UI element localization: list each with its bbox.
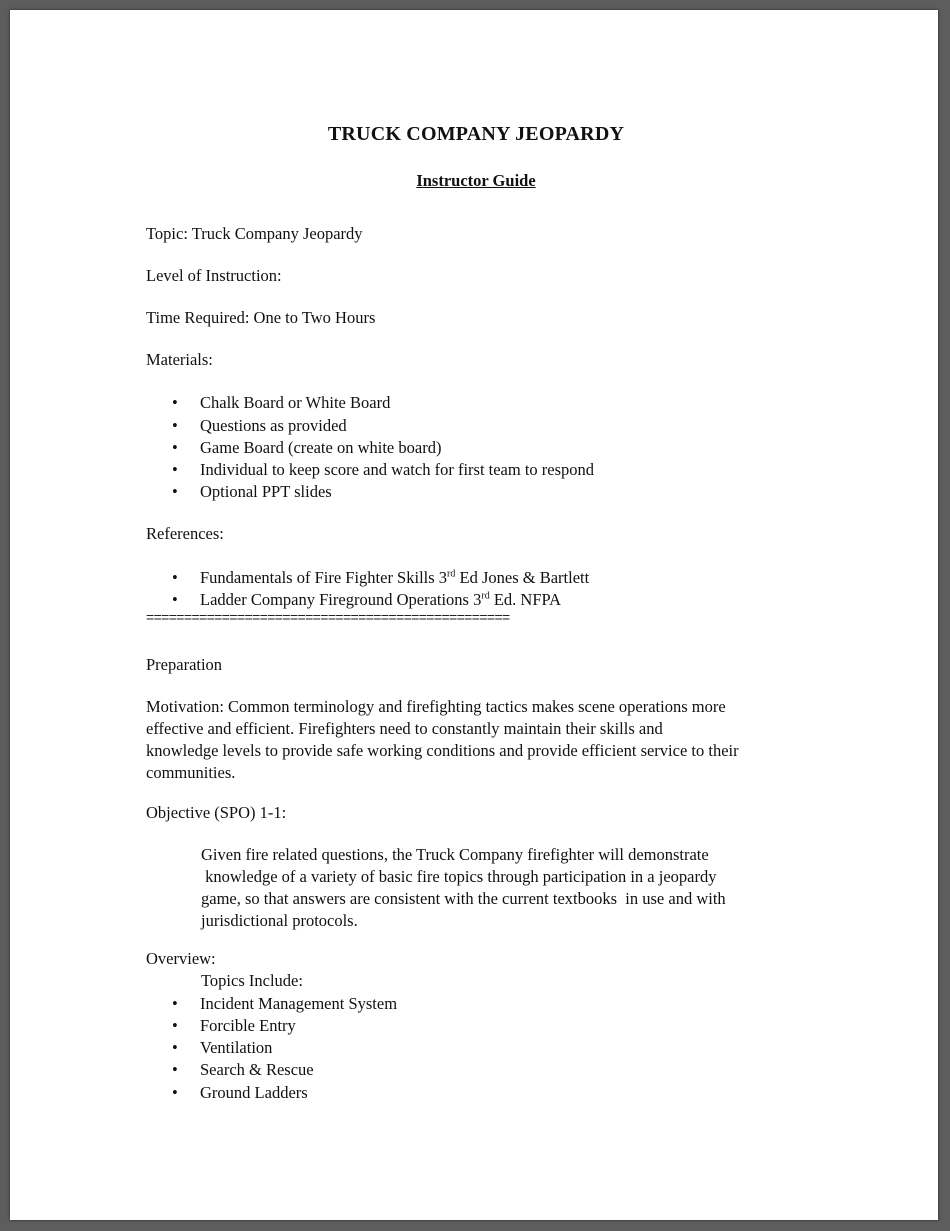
bullet-icon: • (172, 590, 178, 609)
bullet-icon: • (172, 438, 178, 457)
document-subtitle: Instructor Guide (416, 171, 536, 190)
bullet-icon: • (172, 393, 178, 412)
bullet-icon: • (172, 568, 178, 587)
motivation-paragraph: Motivation: Common terminology and firefighting tactics makes scene operations more effective and efficient. Firefighters need to constantly maintain their skills and knowledge levels to provide safe working conditions and provide efficient service to their communities. (146, 697, 739, 782)
preparation-heading: Preparation (146, 655, 223, 674)
level-line: Level of Instruction: (146, 266, 282, 285)
topic-item: • Search & Rescue (172, 1060, 314, 1079)
document-page (10, 10, 938, 1220)
materials-item: • Individual to keep score and watch for first team to respond (172, 460, 595, 479)
materials-item: • Questions as provided (172, 416, 347, 435)
document-title: TRUCK COMPANY JEOPARDY (327, 123, 625, 145)
materials-item: • Optional PPT slides (172, 482, 332, 501)
materials-heading: Materials: (146, 350, 213, 369)
references-heading: References: (146, 524, 224, 543)
objective-heading: Objective (SPO) 1-1: (146, 803, 287, 822)
bullet-icon: • (172, 1016, 178, 1035)
bullet-icon: • (172, 1038, 178, 1057)
bullet-icon: • (172, 994, 178, 1013)
bullet-icon: • (172, 482, 178, 501)
topic-item: • Forcible Entry (172, 1016, 296, 1035)
references-item: • Fundamentals of Fire Fighter Skills 3rd Ed Jones & Bartlett (172, 568, 590, 587)
topic-item: • Ground Ladders (172, 1083, 308, 1102)
topics-heading: Topics Include: (201, 971, 303, 990)
overview-heading: Overview: (146, 949, 216, 968)
references-item: • Ladder Company Fireground Operations 3rd Ed. NFPA (172, 590, 562, 609)
bullet-icon: • (172, 416, 178, 435)
topic-item: • Incident Management System (172, 994, 398, 1013)
time-line: Time Required: One to Two Hours (146, 308, 376, 327)
materials-item: • Chalk Board or White Board (172, 393, 391, 412)
bullet-icon: • (172, 1083, 178, 1102)
materials-item: • Game Board (create on white board) (172, 438, 442, 457)
separator-line: ================================================ (146, 609, 510, 625)
topic-line: Topic: Truck Company Jeopardy (146, 224, 363, 243)
topic-item: • Ventilation (172, 1038, 273, 1057)
bullet-icon: • (172, 460, 178, 479)
bullet-icon: • (172, 1060, 178, 1079)
objective-paragraph: Given fire related questions, the Truck Company firefighter will demonstrate knowledge of a variety of basic fire topics through participation in a jeopardy game, so that answers are consistent with the current textbooks in use and with jurisdictional protocols. (201, 845, 726, 930)
